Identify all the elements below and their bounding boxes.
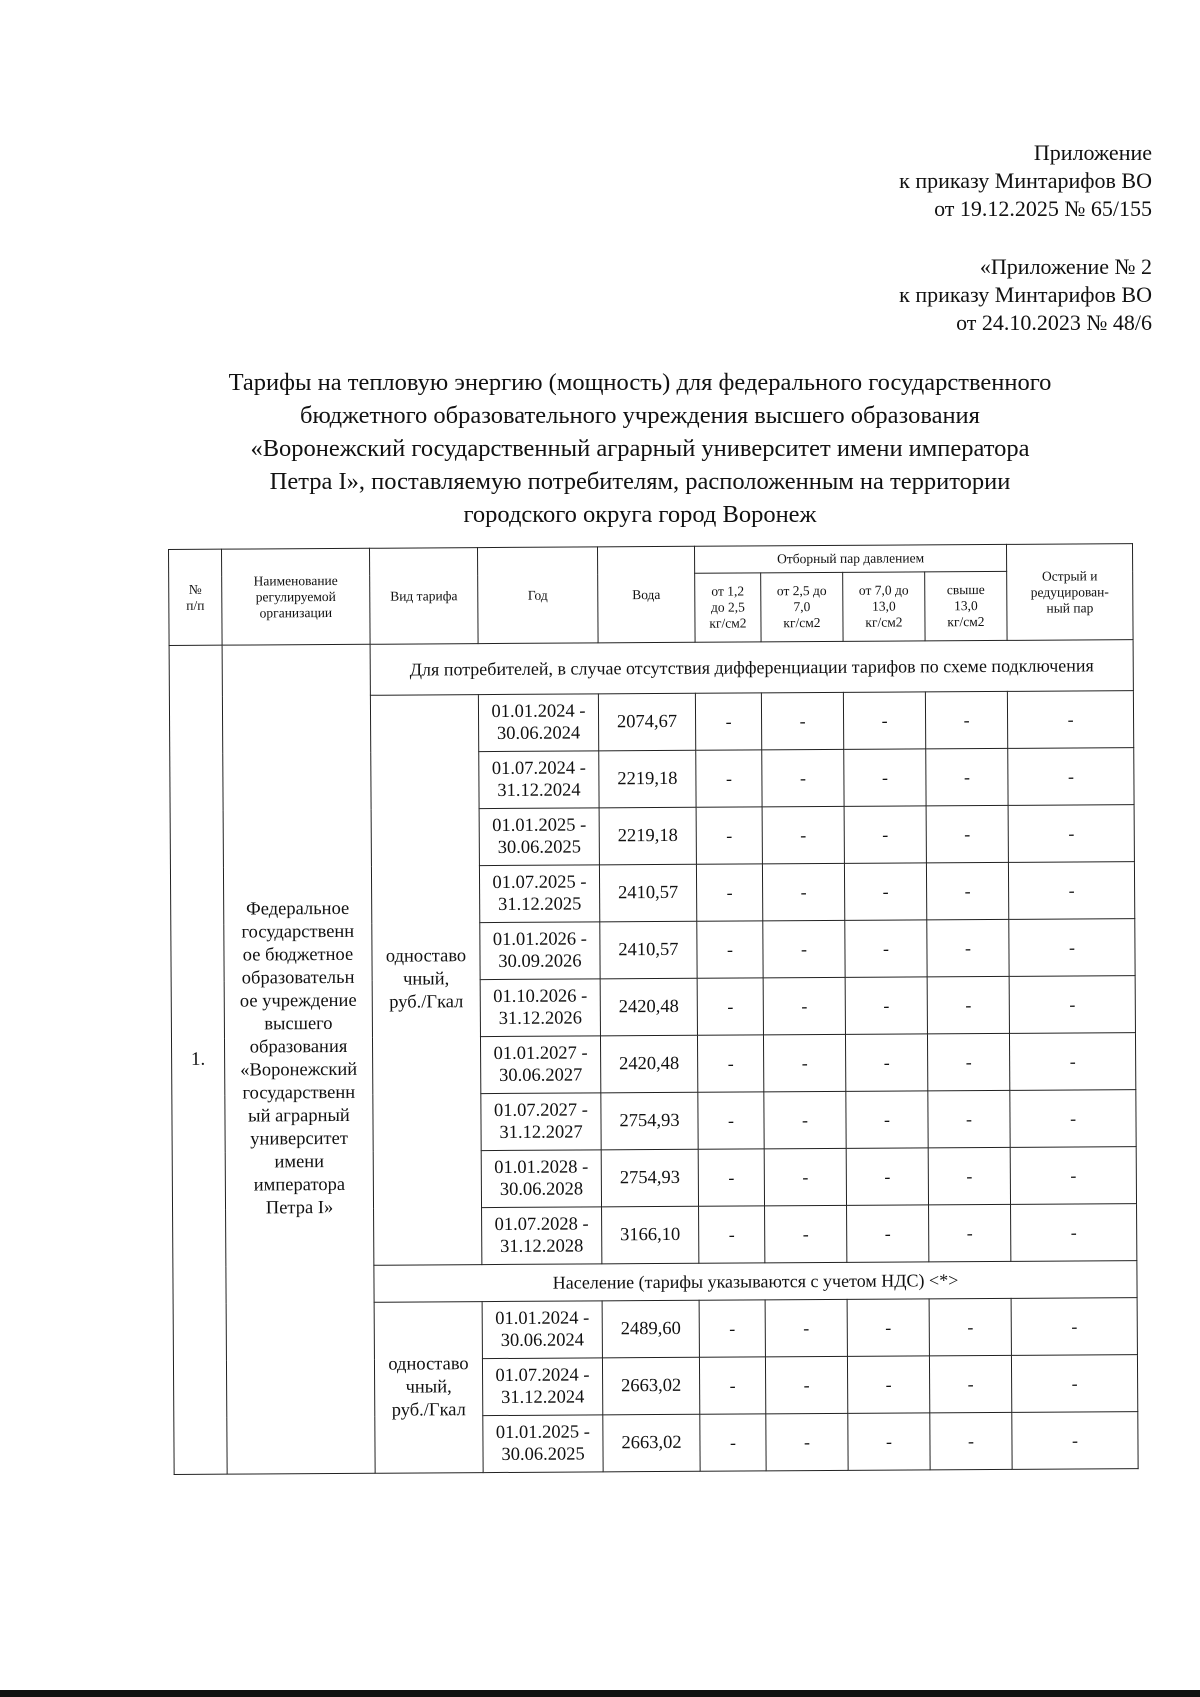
steam-tariff-cell: - bbox=[696, 807, 762, 864]
header-org: Наименование регулируемой организации bbox=[222, 548, 371, 645]
steam-tariff-cell: - bbox=[1009, 976, 1135, 1034]
steam-tariff-cell: - bbox=[847, 1205, 929, 1262]
water-tariff-cell: 2420,48 bbox=[600, 978, 697, 1036]
title-line-2: бюджетного образовательного учреждения высшего образования bbox=[300, 402, 980, 429]
prior-appendix-line-1: «Приложение № 2 bbox=[979, 254, 1152, 279]
steam-tariff-cell: - bbox=[764, 1091, 846, 1148]
tariff-table bbox=[168, 543, 1139, 1475]
steam-tariff-cell: - bbox=[930, 1412, 1012, 1470]
appendix-line-2: к приказу Минтарифов ВО bbox=[899, 168, 1152, 193]
steam-tariff-cell: - bbox=[700, 1414, 766, 1471]
header-water: Вода bbox=[597, 546, 695, 643]
header-year: Год bbox=[477, 547, 598, 644]
steam-tariff-cell: - bbox=[1008, 862, 1134, 920]
water-tariff-cell: 2410,57 bbox=[599, 864, 696, 922]
steam-tariff-cell: - bbox=[927, 919, 1009, 977]
steam-tariff-cell: - bbox=[695, 693, 761, 750]
period-cell: 01.07.2025 - 31.12.2025 bbox=[479, 865, 599, 923]
steam-tariff-cell: - bbox=[926, 805, 1008, 863]
header-kind: Вид тарифа bbox=[369, 548, 478, 645]
header-sharp-steam: Острый и редуцирован- ный пар bbox=[1007, 544, 1134, 641]
section-title-row bbox=[169, 640, 1133, 697]
steam-tariff-cell: - bbox=[843, 692, 925, 749]
steam-tariff-cell: - bbox=[1010, 1033, 1136, 1091]
water-tariff-cell: 3166,10 bbox=[602, 1206, 699, 1264]
steam-tariff-cell: - bbox=[698, 1092, 764, 1149]
steam-tariff-cell: - bbox=[844, 806, 926, 863]
steam-tariff-cell: - bbox=[699, 1300, 765, 1357]
steam-tariff-cell: - bbox=[765, 1356, 847, 1413]
steam-tariff-cell: - bbox=[1008, 748, 1134, 806]
water-tariff-cell: 2219,18 bbox=[599, 750, 696, 808]
period-cell: 01.07.2027 - 31.12.2027 bbox=[481, 1093, 601, 1151]
period-cell: 01.01.2027 - 30.06.2027 bbox=[480, 1036, 600, 1094]
appendix-line-1: Приложение bbox=[1033, 140, 1152, 165]
steam-tariff-cell: - bbox=[846, 1148, 928, 1205]
steam-tariff-cell: - bbox=[927, 1033, 1009, 1091]
water-tariff-cell: 2420,48 bbox=[600, 1035, 697, 1093]
header-steam-3: от 7,0 до 13,0 кг/см2 bbox=[843, 572, 925, 641]
steam-tariff-cell: - bbox=[699, 1357, 765, 1414]
water-tariff-cell: 2663,02 bbox=[603, 1414, 700, 1472]
header-steam-group: Отборный пар давлением bbox=[694, 544, 1006, 573]
water-tariff-cell: 2754,93 bbox=[601, 1092, 698, 1150]
steam-tariff-cell: - bbox=[697, 1035, 763, 1092]
steam-tariff-cell: - bbox=[1011, 1298, 1137, 1356]
steam-tariff-cell: - bbox=[925, 691, 1007, 749]
title-line-1: Тарифы на тепловую энергию (мощность) для федерального государственного bbox=[228, 369, 1052, 396]
document-title bbox=[150, 366, 1130, 531]
tariff-kind: одноставо чный, руб./Гкал bbox=[370, 695, 481, 1266]
steam-tariff-cell: - bbox=[848, 1413, 930, 1470]
row-number: 1. bbox=[169, 645, 227, 1474]
steam-tariff-cell: - bbox=[1009, 919, 1135, 977]
prior-appendix-line-2: к приказу Минтарифов ВО bbox=[899, 282, 1152, 307]
steam-tariff-cell: - bbox=[763, 920, 845, 977]
title-line-4: Петра I», поставляемую потребителям, расположенным на территории bbox=[269, 468, 1011, 495]
water-tariff-cell: 2410,57 bbox=[600, 921, 697, 979]
steam-tariff-cell: - bbox=[1011, 1355, 1137, 1413]
period-cell: 01.07.2024 - 31.12.2024 bbox=[482, 1358, 602, 1416]
steam-tariff-cell: - bbox=[1012, 1412, 1138, 1470]
period-cell: 01.01.2025 - 30.06.2025 bbox=[483, 1415, 603, 1473]
water-tariff-cell: 2489,60 bbox=[602, 1300, 699, 1358]
period-cell: 01.01.2024 - 30.06.2024 bbox=[478, 694, 598, 752]
steam-tariff-cell: - bbox=[761, 692, 843, 749]
steam-tariff-cell: - bbox=[847, 1356, 929, 1413]
steam-tariff-cell: - bbox=[926, 862, 1008, 920]
period-cell: 01.01.2026 - 30.09.2026 bbox=[480, 922, 600, 980]
tariff-kind: одноставо чный, руб./Гкал bbox=[374, 1302, 483, 1474]
water-tariff-cell: 2754,93 bbox=[601, 1149, 698, 1207]
period-cell: 01.01.2025 - 30.06.2025 bbox=[479, 808, 599, 866]
header-num: № п/п bbox=[169, 549, 223, 645]
steam-tariff-cell: - bbox=[697, 978, 763, 1035]
period-cell: 01.07.2028 - 31.12.2028 bbox=[482, 1207, 602, 1265]
steam-tariff-cell: - bbox=[1007, 691, 1133, 749]
steam-tariff-cell: - bbox=[697, 921, 763, 978]
steam-tariff-cell: - bbox=[928, 1090, 1010, 1148]
steam-tariff-cell: - bbox=[762, 749, 844, 806]
steam-tariff-cell: - bbox=[762, 863, 844, 920]
appendix-line-3: от 19.12.2025 № 65/155 bbox=[934, 196, 1152, 221]
steam-tariff-cell: - bbox=[765, 1205, 847, 1262]
prior-appendix-line-3: от 24.10.2023 № 48/6 bbox=[956, 310, 1152, 335]
steam-tariff-cell: - bbox=[763, 1034, 845, 1091]
steam-tariff-cell: - bbox=[847, 1299, 929, 1356]
steam-tariff-cell: - bbox=[929, 1204, 1011, 1262]
organization-name: Федеральное государственн ое бюджетное образовательн ое учреждение высшего образования «Воронежский государственн ый аграрный университет имени императора Петра I» bbox=[222, 644, 375, 1474]
steam-tariff-cell: - bbox=[696, 750, 762, 807]
steam-tariff-cell: - bbox=[845, 977, 927, 1034]
steam-tariff-cell: - bbox=[929, 1355, 1011, 1413]
period-cell: 01.10.2026 - 31.12.2026 bbox=[480, 979, 600, 1037]
steam-tariff-cell: - bbox=[1010, 1090, 1136, 1148]
steam-tariff-cell: - bbox=[844, 863, 926, 920]
steam-tariff-cell: - bbox=[1010, 1147, 1136, 1205]
title-line-3: «Воронежский государственный аграрный университет имени императора bbox=[250, 435, 1030, 462]
steam-tariff-cell: - bbox=[927, 976, 1009, 1034]
section-title: Население (тарифы указываются с учетом НДС) <*> bbox=[374, 1261, 1137, 1303]
steam-tariff-cell: - bbox=[766, 1413, 848, 1470]
steam-tariff-cell: - bbox=[696, 864, 762, 921]
period-cell: 01.01.2024 - 30.06.2024 bbox=[482, 1301, 602, 1359]
period-cell: 01.07.2024 - 31.12.2024 bbox=[479, 751, 599, 809]
steam-tariff-cell: - bbox=[845, 1034, 927, 1091]
steam-tariff-cell: - bbox=[698, 1149, 764, 1206]
prior-appendix-header bbox=[899, 253, 1152, 337]
steam-tariff-cell: - bbox=[929, 1298, 1011, 1356]
water-tariff-cell: 2219,18 bbox=[599, 807, 696, 865]
steam-tariff-cell: - bbox=[928, 1147, 1010, 1205]
steam-tariff-cell: - bbox=[762, 806, 844, 863]
steam-tariff-cell: - bbox=[844, 749, 926, 806]
steam-tariff-cell: - bbox=[926, 748, 1008, 806]
period-cell: 01.01.2028 - 30.06.2028 bbox=[481, 1150, 601, 1208]
title-line-5: городского округа город Воронеж bbox=[463, 501, 817, 528]
header-steam-2: от 2,5 до 7,0 кг/см2 bbox=[761, 572, 843, 641]
steam-tariff-cell: - bbox=[1008, 805, 1134, 863]
water-tariff-cell: 2074,67 bbox=[598, 693, 695, 751]
steam-tariff-cell: - bbox=[1011, 1204, 1137, 1262]
scan-edge bbox=[0, 1690, 1200, 1697]
steam-tariff-cell: - bbox=[765, 1299, 847, 1356]
tariff-table-body bbox=[169, 640, 1138, 1475]
steam-tariff-cell: - bbox=[845, 920, 927, 977]
steam-tariff-cell: - bbox=[763, 977, 845, 1034]
appendix-header bbox=[899, 139, 1152, 223]
steam-tariff-cell: - bbox=[699, 1206, 765, 1263]
steam-tariff-cell: - bbox=[764, 1148, 846, 1205]
header-steam-4: свыше 13,0 кг/см2 bbox=[925, 571, 1007, 640]
water-tariff-cell: 2663,02 bbox=[602, 1357, 699, 1415]
header-steam-1: от 1,2 до 2,5 кг/см2 bbox=[695, 573, 761, 642]
section-title: Для потребителей, в случае отсутствия дифференциации тарифов по схеме подключения bbox=[370, 640, 1133, 696]
steam-tariff-cell: - bbox=[846, 1091, 928, 1148]
